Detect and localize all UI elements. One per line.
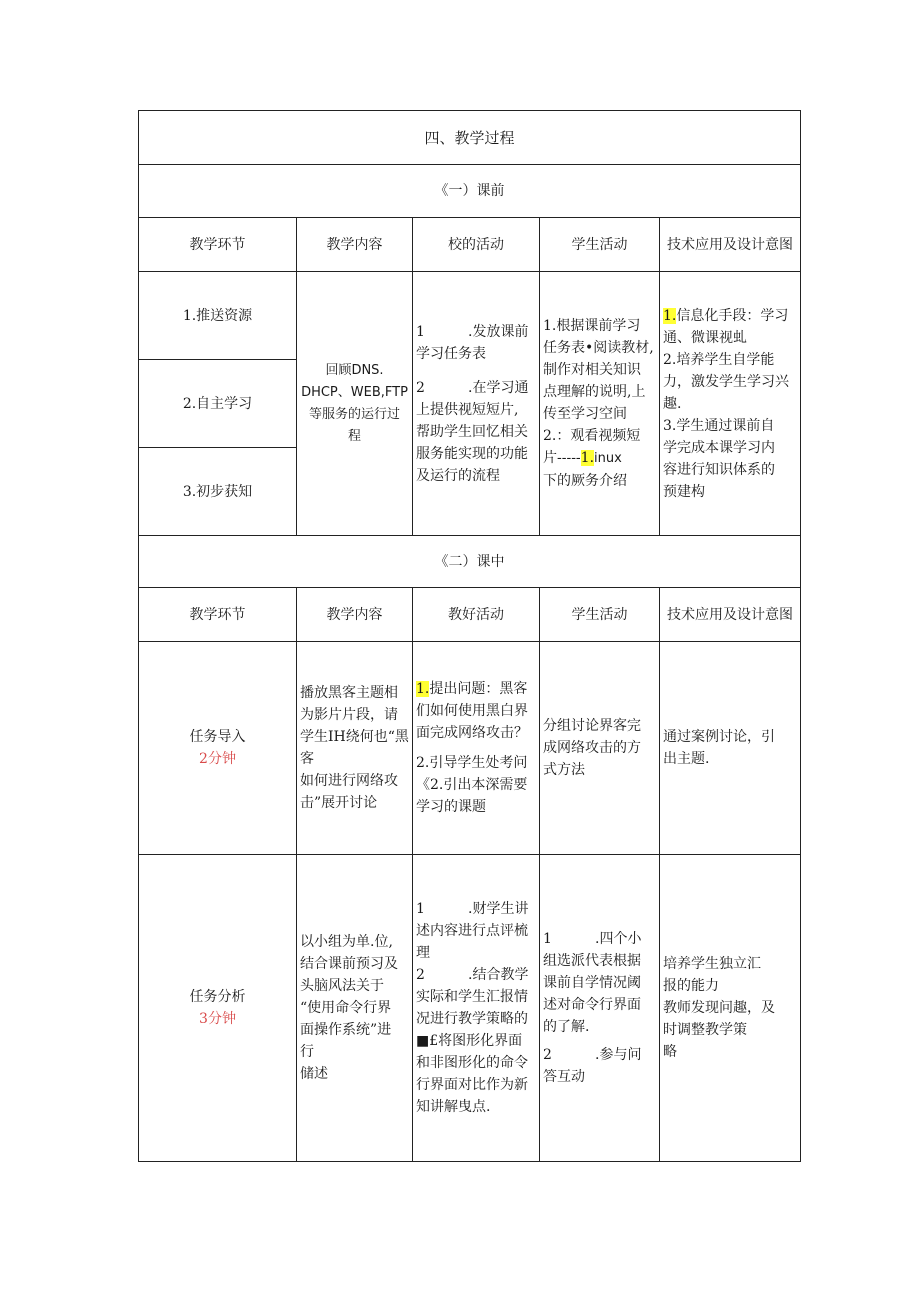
task-intro-content xyxy=(297,642,413,855)
teacher-line: 《2.引出本深需要 xyxy=(416,777,528,793)
item-text: 的了解. xyxy=(543,1019,590,1035)
student-line: 成网络攻击的方 xyxy=(543,740,641,756)
teacher-line: 们如何使用黑白界 xyxy=(416,703,528,719)
task-intro-teacher-activity xyxy=(413,642,540,855)
tech-line: 3.学生通过课前自 xyxy=(663,417,775,434)
student-line-video xyxy=(543,447,656,470)
student-line-suffix: inux xyxy=(594,451,622,466)
content-line: 头脑风法关于 xyxy=(300,978,384,994)
tech-line: 趣. xyxy=(663,395,682,412)
stage-time: 3分钟 xyxy=(199,1011,236,1027)
stage-initial-knowledge: 3.初步获知 xyxy=(139,448,297,536)
tech-line: 力，激发学生学习兴 xyxy=(663,373,789,390)
task-analysis-student-activity xyxy=(540,855,660,1162)
student-line: 任务表•阅读教材, xyxy=(543,340,654,356)
item-text: 上提供视短短片, xyxy=(416,401,519,418)
content-line: 以小组为单.位, xyxy=(300,934,393,950)
student-item-2 xyxy=(543,1044,656,1066)
task-intro-row xyxy=(139,642,801,855)
student-line: 1.根据课前学习 xyxy=(543,318,641,334)
teacher-line-first xyxy=(416,678,536,700)
highlight-mark: 1. xyxy=(663,307,677,324)
pre-class-teacher-activity xyxy=(413,272,540,536)
header-stage: 教学环节 xyxy=(139,588,297,642)
stage-self-study: 2.自主学习 xyxy=(139,360,297,448)
item-number: 1 xyxy=(543,931,552,947)
tech-line: 容进行知识体系的 xyxy=(663,461,775,478)
tech-line-text: 信息化手段：学习 xyxy=(676,307,789,324)
header-content: 教学内容 xyxy=(297,218,413,272)
item-number: 2 xyxy=(416,967,425,983)
content-line: 储述 xyxy=(300,1066,328,1082)
item-text: 行界面对比作为新 xyxy=(416,1077,528,1093)
item-text: 理 xyxy=(416,945,430,961)
teacher-line: 学习的课题 xyxy=(416,799,486,815)
content-line: 行 xyxy=(300,1044,314,1060)
content-line: 客 xyxy=(300,751,314,767)
pre-class-subtitle-row xyxy=(139,165,801,218)
item-number: 2 xyxy=(416,379,425,396)
tech-line: 培养学生独立汇 xyxy=(663,956,761,972)
student-line: 制作对相关知识 xyxy=(543,362,641,378)
student-line: 式方法 xyxy=(543,762,585,778)
tech-line: 时调整教学策 xyxy=(663,1022,747,1038)
teacher-item-2 xyxy=(416,377,536,399)
item-text: .财学生讲 xyxy=(468,901,529,917)
item-text: 及运行的流程 xyxy=(416,467,500,484)
stage-push-resources: 1.推送资源 xyxy=(139,272,297,360)
content-line: “使用命令行界 xyxy=(300,1000,392,1016)
content-line: 结合课前预习及 xyxy=(300,956,398,972)
stage-name: 任务分析 xyxy=(189,989,246,1005)
student-item-1 xyxy=(543,928,656,950)
content-line: 面操作系统”进 xyxy=(300,1022,392,1038)
tech-line: 报的能力 xyxy=(663,978,719,994)
item-text: 帮助学生回忆相关 xyxy=(416,423,528,440)
content-line: DHCP、WEB,FTP xyxy=(301,384,408,400)
in-class-subtitle: 《二）课中 xyxy=(139,536,801,588)
item-text: 学习任务表 xyxy=(416,345,486,362)
tech-line: 教师发现问趣，及 xyxy=(663,1000,775,1016)
stage-time: 2分钟 xyxy=(199,751,236,767)
tech-line-first xyxy=(663,305,797,327)
pre-class-content xyxy=(297,272,413,536)
item-text: 实际和学生汇报情 xyxy=(416,989,528,1005)
in-class-header-row xyxy=(139,588,801,642)
pre-class-student-activity xyxy=(540,272,660,536)
pre-class-tech-design xyxy=(660,272,801,536)
tech-line: 出主题. xyxy=(663,751,710,767)
student-line-prefix: 片----- xyxy=(543,450,581,466)
task-intro-tech-design xyxy=(660,642,801,855)
student-line: 2.：观看视频短 xyxy=(543,428,641,444)
header-tech-design: 技术应用及设计意图 xyxy=(660,588,801,642)
item-text: .发放课前 xyxy=(468,323,529,340)
header-teacher-activity: 教好活动 xyxy=(413,588,540,642)
tech-line: 学完成本课学习内 xyxy=(663,439,775,456)
header-teacher-activity: 校的活动 xyxy=(413,218,540,272)
content-line: 播放黑客主题相 xyxy=(300,685,398,701)
tech-line: 略 xyxy=(663,1044,677,1060)
section-title: 四、教学过程 xyxy=(139,111,801,165)
item-text: 和非图形化的命令 xyxy=(416,1055,528,1071)
section-title-row xyxy=(139,111,801,165)
content-line: 等服务的运行过 xyxy=(308,406,400,422)
teacher-line-text: 提出问题：黑客 xyxy=(429,681,528,697)
student-line: 下的厥务介绍 xyxy=(543,473,627,489)
content-line: 为影片片段，请 xyxy=(300,707,398,723)
teacher-item-2 xyxy=(416,964,536,986)
tech-line: 通过案例讨论，引 xyxy=(663,729,775,745)
header-content: 教学内容 xyxy=(297,588,413,642)
pre-class-row xyxy=(139,272,801,360)
item-text: 课前自学情况阈 xyxy=(543,975,641,991)
header-student-activity: 学生活动 xyxy=(540,588,660,642)
item-number: 2 xyxy=(543,1047,552,1063)
highlight-mark: 1. xyxy=(416,681,430,697)
content-line: 击”展开讨论 xyxy=(300,795,378,811)
content-line: 程 xyxy=(347,428,361,444)
task-analysis-tech-design xyxy=(660,855,801,1162)
task-analysis-row xyxy=(139,855,801,1162)
teacher-item-1 xyxy=(416,321,536,343)
teaching-process-table xyxy=(138,110,801,1162)
student-line: 分组讨论界客完 xyxy=(543,718,641,734)
task-analysis-teacher-activity xyxy=(413,855,540,1162)
content-line: 回顾DNS. xyxy=(325,362,384,378)
item-text: .结合教学 xyxy=(468,967,529,983)
teacher-line: 2.引导学生处考问 xyxy=(416,755,528,771)
header-stage: 教学环节 xyxy=(139,218,297,272)
header-tech-design: 技术应用及设计意图 xyxy=(660,218,801,272)
student-line: 传至学习空间 xyxy=(543,406,627,422)
highlight-mark: 1. xyxy=(580,450,595,466)
in-class-subtitle-row xyxy=(139,536,801,588)
item-text: 况进行教学策略的 xyxy=(416,1011,528,1027)
item-text: ■£将图形化界面 xyxy=(416,1033,523,1049)
teacher-item-1 xyxy=(416,898,536,920)
item-text: 服务能实现的功能 xyxy=(416,445,528,462)
teacher-line: 面完成网络攻击？ xyxy=(416,725,528,741)
pre-class-header-row xyxy=(139,218,801,272)
content-line: 如何进行网络攻 xyxy=(300,773,398,789)
stage-task-analysis xyxy=(139,855,297,1162)
item-text: 答互动 xyxy=(543,1069,585,1085)
content-line: 学生IH绕何也“黑 xyxy=(300,729,409,745)
header-student-activity: 学生活动 xyxy=(540,218,660,272)
student-line: 点理解的说明,上 xyxy=(543,384,646,400)
item-text: 组选派代表根据 xyxy=(543,953,641,969)
item-text: .在学习通 xyxy=(468,379,529,396)
task-analysis-content xyxy=(297,855,413,1162)
item-text: 述对命令行界面 xyxy=(543,997,641,1013)
tech-line: 预建构 xyxy=(663,483,705,500)
task-intro-student-activity xyxy=(540,642,660,855)
pre-class-subtitle: 《一）课前 xyxy=(139,165,801,218)
item-text: 知讲解曳点. xyxy=(416,1099,491,1115)
item-text: .四个小 xyxy=(595,931,642,947)
item-number: 1 xyxy=(416,323,425,340)
item-number: 1 xyxy=(416,901,425,917)
item-text: 述内容进行点评梳 xyxy=(416,923,528,939)
tech-line: 2.培养学生自学能 xyxy=(663,351,775,368)
tech-line: 通、微课视虬 xyxy=(663,329,747,346)
item-text: .参与问 xyxy=(595,1047,642,1063)
stage-task-intro xyxy=(139,642,297,855)
stage-name: 任务导入 xyxy=(189,729,246,745)
